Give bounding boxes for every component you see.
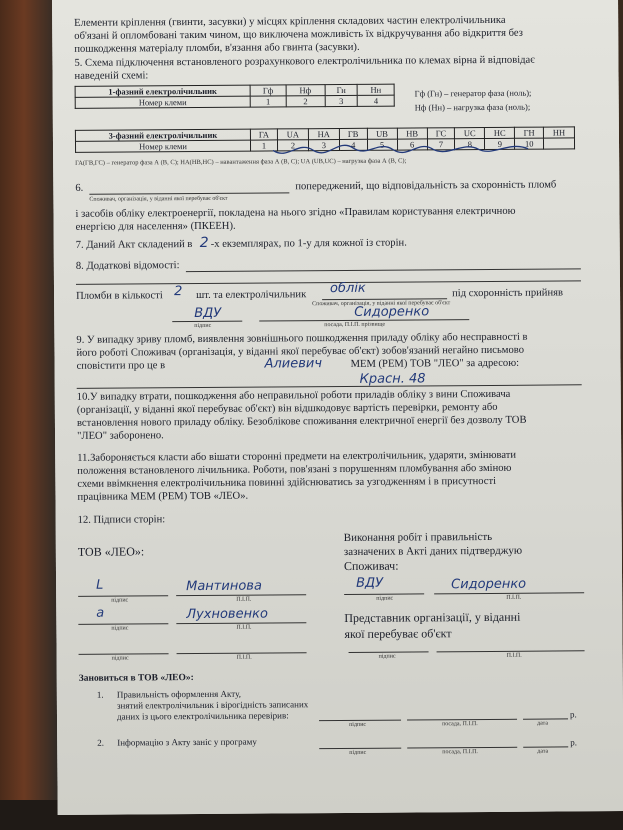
famil-1-name-sub: посада, П.І.П. (442, 721, 478, 728)
t1-title: 1-фазний електролічильник (75, 85, 250, 97)
famil-2-date-sub: дата (537, 748, 549, 755)
intro-line-3: пошкодження матеріалу пломби, в'язання або гвинта (засувки). (74, 41, 360, 55)
handwritten-wiring-scribble (268, 136, 588, 160)
section9-line-1: 9. У випадку зриву пломб, виявлення зовнішнього пошкодження приладу обліку або несправності в (76, 331, 528, 346)
t3-n2: 2 (278, 140, 309, 151)
leo-sign3-sub: підпис (111, 655, 129, 662)
right-block-line-1: Виконання робіт і правильність (343, 530, 493, 544)
plomb-signature-hw: ВДУ (194, 305, 222, 322)
t3-h2: UА (277, 129, 308, 140)
leo-sign2-sub: підпис (111, 625, 129, 632)
famil-item-1-line-1: Правильність оформлення Акту, (116, 688, 241, 700)
section6-sub: Споживач, організація, у віданні якої перебуває об'єкт (89, 195, 228, 203)
t3-title: 3-фазний електролічильник (75, 129, 250, 141)
leo-name1-hw: Мантинова (186, 578, 262, 595)
famil-2-date-line (523, 746, 568, 747)
t1-row-label: Номер клеми (75, 96, 250, 108)
t1-n4: 4 (358, 95, 395, 106)
section12-title: 12. Підписи сторін: (77, 514, 166, 526)
section8-line-2 (76, 280, 581, 285)
section10-line-1: 10.У випадку втрати, пошкодження або неправильної роботи приладів обліку з вини Споживача (76, 388, 511, 403)
t3-h4: ГВ (339, 128, 367, 139)
t3-h1: ГА (250, 129, 277, 140)
t3-h3: НА (308, 128, 339, 139)
consumer-sign-sub: підпис (376, 595, 394, 602)
familiarization-title: Зановиться в ТОВ «ЛЕО»: (78, 673, 194, 684)
plomb-meter-hw: облік (329, 280, 366, 297)
famil-1-sign-sub: підпис (349, 721, 367, 728)
consumer-sign-hw: ВДУ (356, 575, 384, 591)
section6-tail: попереджений, що відповідальність за схоронність пломб (295, 179, 557, 193)
leo-name2-sub: П.І.П. (236, 624, 252, 631)
rep-line-1: Представник організації, у віданні (344, 609, 521, 625)
section8-line-1 (186, 268, 581, 272)
t3-h8: UС (455, 127, 485, 138)
intro-line-1: Елементи кріплення (гвинти, засувки) у місцях кріплення складових частин електролічильника (74, 14, 506, 29)
rep-name-sub: П.І.П. (506, 652, 522, 659)
famil-2-year: р. (570, 737, 577, 748)
plomb-text-b: шт. та електролічильник (196, 289, 307, 302)
famil-item-1-line-3: даних із цього електролічильника перевірив: (116, 710, 289, 722)
table-1-phase (75, 84, 395, 109)
section7-copies-hw: 2 (199, 234, 209, 251)
consumer-name-sub: П.І.П. (506, 594, 522, 601)
famil-1-date-line (523, 718, 568, 719)
famil-1-year: р. (569, 709, 577, 720)
section5-line-1: 5. Схема підключення встановленого розрахункового електролічильника по клемах вірна й відповідає (74, 54, 535, 69)
plomb-text-c: під схоронність прийняв (452, 287, 564, 300)
famil-1-date-sub: дата (537, 720, 549, 727)
t3-n4: 4 (339, 139, 367, 150)
t1-n1: 1 (250, 96, 286, 107)
section6-line-2: енергією для населення» (ПКЕЕН). (75, 220, 236, 233)
plomb-sub: Споживач, організація, у віданні якої перебуває об'єкт (312, 300, 451, 308)
section7-text: 7. Даний Акт складений в (75, 239, 193, 251)
t3-n3: 3 (308, 139, 339, 150)
plomb-count-hw: 2 (173, 284, 183, 300)
t3-row-label: Номер клеми (75, 140, 250, 152)
rep-line-2: якої перебуває об'єкт (344, 626, 452, 641)
leo-name2-hw: Лухновенко (186, 606, 268, 623)
t3-n10: 10 (515, 138, 544, 149)
background-fabric (0, 0, 60, 830)
t3-n6: 6 (397, 139, 427, 150)
t1-h1: Гф (250, 85, 286, 96)
document-page (52, 0, 623, 815)
leo-sign2-hw: а (96, 605, 105, 621)
right-block-line-3: Споживач: (343, 558, 399, 573)
t1-h2: Нф (286, 85, 325, 96)
t3-h11: НН (543, 127, 574, 138)
famil-item-1-num: 1. (96, 689, 104, 700)
section9-org-hw: Алиевич (264, 356, 323, 372)
section7-tail: -х екземплярах, по 1-у для кожної із сторін. (210, 237, 407, 250)
section11-line-4: працівника МЕМ (РЕМ) ТОВ «ЛЕО». (77, 490, 249, 503)
section6-line (89, 192, 289, 194)
plomb-text-a: Пломби в кількості (76, 290, 163, 302)
famil-2-sign-sub: підпис (349, 749, 367, 756)
t3-n1: 1 (250, 140, 277, 151)
section11-line-3: схеми ввімкнення електролічильника повинні здійснюватись за узгодженням і в присутності (77, 475, 497, 490)
t3-n7: 7 (427, 139, 455, 150)
intro-line-2: об'язані й опломбовані таким чином, що виключена можливість їх відкручування або відкриття без (74, 27, 523, 42)
plomb-sig-sub: підпис (194, 322, 212, 330)
section10-line-2: (організації, у віданні якої перебуває об'єкт) він відшкодовує вартість перевірки, ремонту або (76, 401, 498, 416)
section10-line-3: встановлення нового приладу обліку. Безоблікове споживання електричної енергії без дозволу ТОВ (76, 414, 527, 429)
t1-legend-2: Нф (Нн) – нагрузка фаза (ноль); (414, 101, 531, 113)
t3-h6: НВ (397, 128, 427, 139)
section10-line-4: "ЛЕО" заборонено. (77, 430, 164, 442)
t1-legend-1: Гф (Гн) – генератор фаза (ноль); (414, 87, 532, 99)
section6-number: 6. (75, 182, 84, 194)
t1-h3: Гн (325, 84, 358, 95)
plomb-name-sub: посада, П.І.П. прізвище (324, 321, 386, 329)
t3-h5: UВ (367, 128, 397, 139)
rep-sign-sub: підпис (378, 653, 396, 660)
right-block-line-2: зазначених в Акті даних підтверджую (343, 544, 523, 558)
section11-line-1: 11.Забороняється класти або вішати сторонні предмети на електролічильник, ударяти, змінювати (77, 449, 517, 464)
leo-name1-sub: П.І.П. (236, 596, 252, 603)
section9-address-hw: Красн. 48 (359, 371, 426, 387)
t3-n5: 5 (367, 139, 397, 150)
t1-h4: Нн (358, 84, 395, 95)
section9-line-3: сповістити про це в (76, 360, 166, 372)
section9-line-3b: МЕМ (РЕМ) ТОВ "ЛЕО" за адресою: (350, 357, 520, 370)
famil-item-2-num: 2. (97, 737, 104, 748)
leo-label: ТОВ «ЛЕО»: (77, 544, 145, 559)
leo-sign1-hw: L (96, 577, 104, 593)
section8-text: 8. Додаткові відомості: (75, 260, 180, 272)
t3-h7: ГС (427, 128, 455, 139)
section11-line-2: положення встановленого лічильника. Роботи, пов'язані з порушенням пломбування або зміною (77, 462, 512, 477)
t3-h9: НС (485, 127, 515, 138)
famil-item-1-line-2: знятий електролічильник і вірогідність записаних (116, 699, 309, 711)
t3-n8: 8 (455, 138, 485, 149)
famil-item-2-line-1: Інформацію з Акту заніс у програму (117, 736, 257, 748)
t1-n3: 3 (325, 95, 358, 106)
t3-legend: ГА(ГВ,ГС) – генератор фаза А (В, С); НА(НВ,НС) – навантаження фаза А (В, С); UА (UВ,UС) – нагрузка фаза А (В, С); (75, 157, 407, 167)
plomb-name-hw: Сидоренко (354, 304, 430, 320)
leo-sign1-sub: підпис (111, 597, 129, 604)
famil-2-name-sub: посада, П.І.П. (442, 749, 478, 756)
section9-line-2: його роботі Споживач (організація, у віданні якої перебуває об'єкт) зобов'язаний негайно письмово (76, 344, 525, 359)
leo-name3-sub: П.І.П. (236, 654, 252, 661)
t3-h10: ГН (515, 127, 544, 138)
t1-n2: 2 (286, 96, 325, 107)
consumer-name-hw: Сидоренко (451, 576, 527, 593)
section5-line-2: наведеній схемі: (74, 70, 149, 82)
section6-line-1: і засобів обліку електроенергії, покладена на нього згідно «Правилам користування електричною (75, 205, 516, 220)
t3-n9: 9 (485, 138, 515, 149)
